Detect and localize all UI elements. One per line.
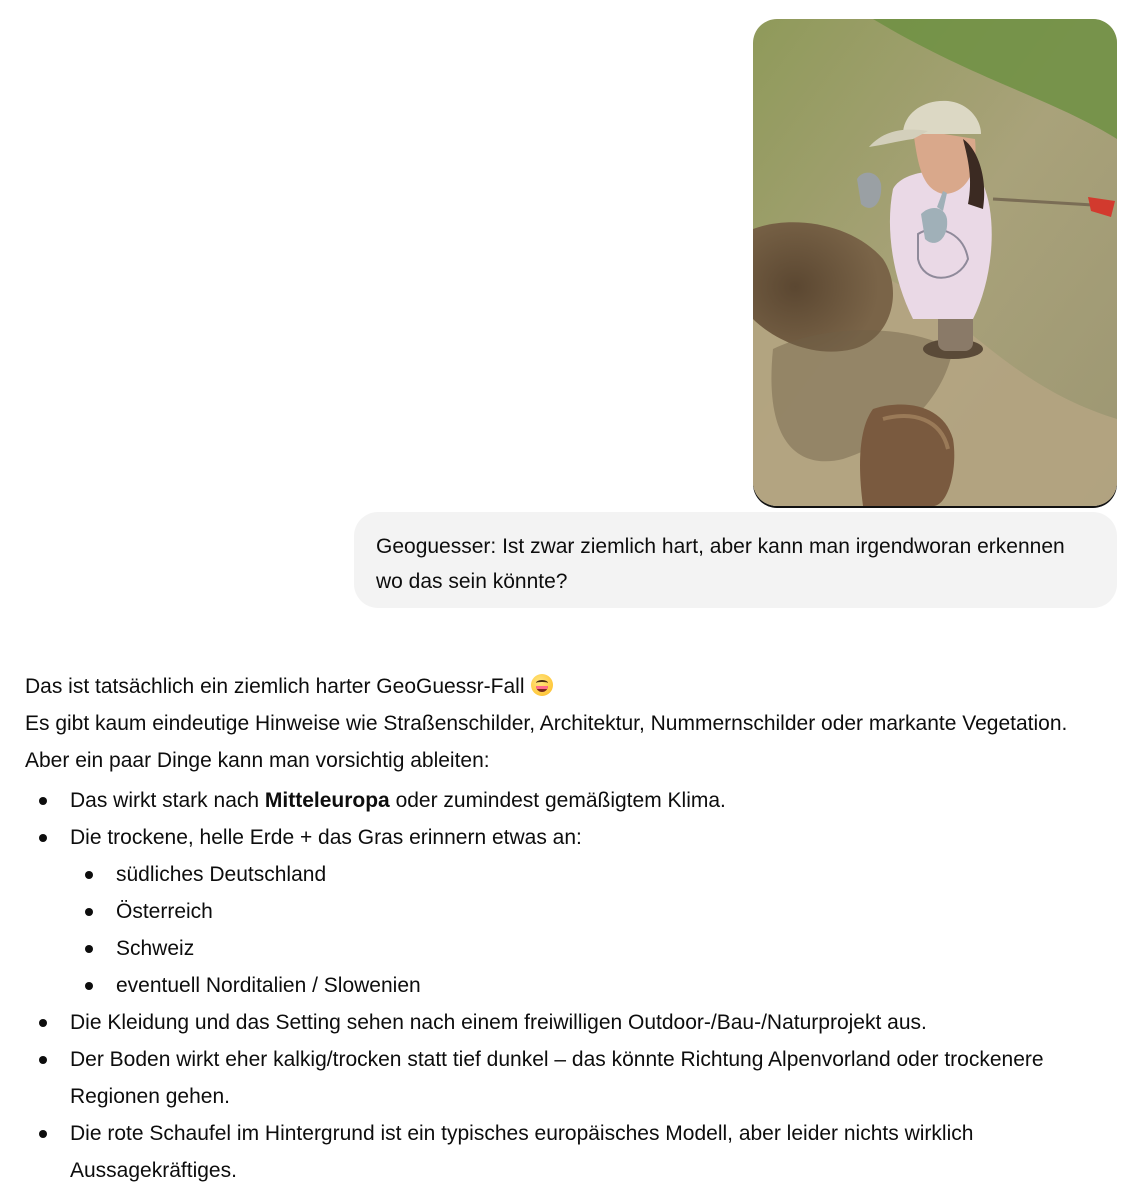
intro-line-1: Das ist tatsächlich ein ziemlich harter GeoGuessr-Fall <box>25 675 525 698</box>
list-item <box>25 782 1115 819</box>
hints-list <box>25 782 1115 1189</box>
bullet-1-bold: Mitteleuropa <box>264 789 390 812</box>
sublist-item: eventuell Norditalien / Slowenien <box>70 967 1115 1004</box>
assistant-intro <box>25 668 1115 779</box>
attached-photo[interactable] <box>753 19 1117 506</box>
bullet-1-text-before: Das wirkt stark nach <box>70 789 265 812</box>
sublist-item: Schweiz <box>70 930 1115 967</box>
list-item: Die Kleidung und das Setting sehen nach einem freiwilligen Outdoor-/Bau-/Naturprojekt aus. <box>25 1004 1115 1041</box>
assistant-message <box>25 668 1115 1189</box>
user-message-text: Geoguesser: Ist zwar ziemlich hart, aber kann man irgendworan erkennen wo das sein könnte? <box>376 535 1065 593</box>
list-item: Der Boden wirkt eher kalkig/trocken statt tief dunkel – das könnte Richtung Alpenvorland oder trockenere Regionen gehen. <box>25 1041 1115 1115</box>
list-item <box>25 819 1115 1004</box>
sublist-item: südliches Deutschland <box>70 856 1115 893</box>
bullet-1-text-after: oder zumindest gemäßigtem Klima. <box>389 789 726 812</box>
list-item: Die rote Schaufel im Hintergrund ist ein typisches europäisches Modell, aber leider nichts wirklich Aussagekräftiges. <box>25 1115 1115 1189</box>
intro-line-2: Es gibt kaum eindeutige Hinweise wie Straßenschilder, Architektur, Nummernschilder oder markante Vegetation. Aber ein paar Dinge kann man vorsichtig ableiten: <box>25 712 1068 772</box>
photo-illustration <box>753 19 1117 506</box>
grinning-face-emoji-icon <box>531 674 553 696</box>
bullet-2-text: Die trockene, helle Erde + das Gras erinnern etwas an: <box>70 826 582 849</box>
regions-sublist <box>70 856 1115 1004</box>
sublist-item: Österreich <box>70 893 1115 930</box>
user-message-bubble <box>354 512 1117 608</box>
